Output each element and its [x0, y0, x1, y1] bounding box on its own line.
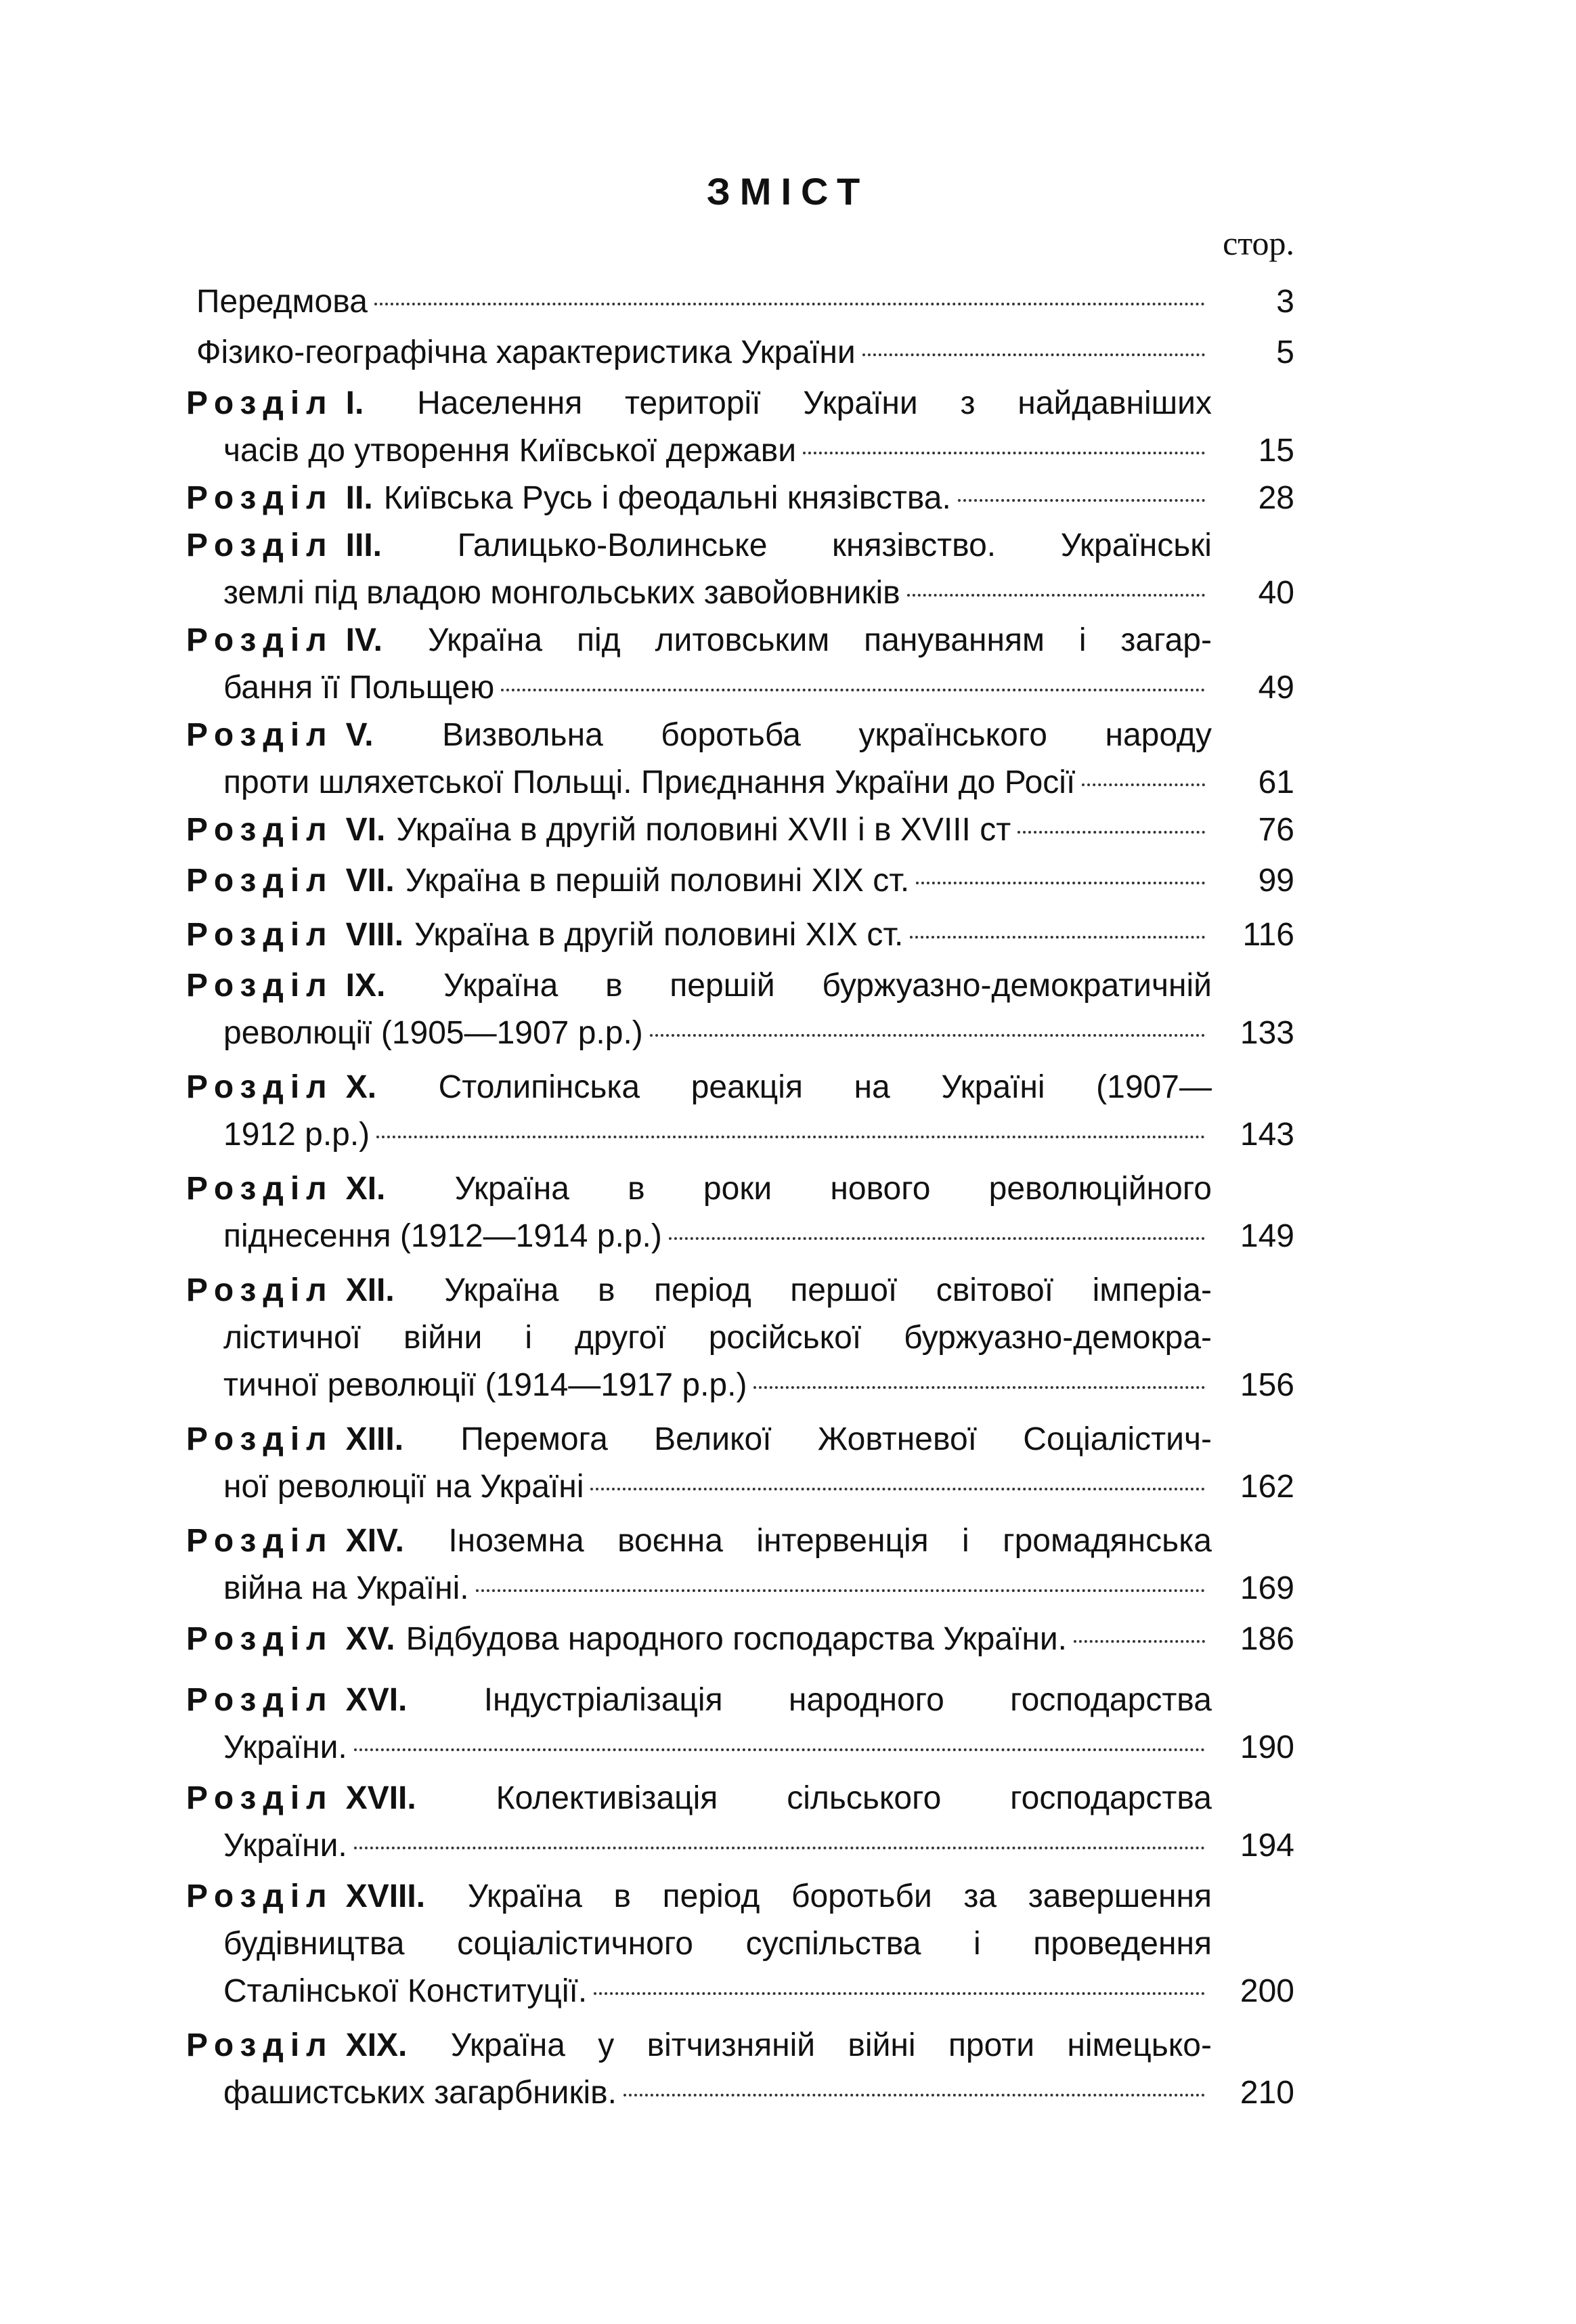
- chapter-number: XVIII.: [345, 1878, 426, 1914]
- entry-word: Україна: [427, 622, 543, 658]
- page-number: 61: [1258, 765, 1294, 800]
- toc-line: [223, 1822, 1212, 1870]
- chapter-heading: [186, 857, 406, 905]
- entry-word: Великої: [654, 1421, 772, 1457]
- chapter-heading: [186, 911, 414, 960]
- page-number: 99: [1258, 863, 1294, 899]
- entry-word: Жовтневої: [817, 1421, 977, 1457]
- chapter-number: V.: [345, 717, 374, 753]
- dot-leader: [669, 1237, 1205, 1240]
- chapter-heading: [186, 1063, 387, 1112]
- chapter-number: XII.: [345, 1272, 395, 1308]
- entry-word: князівство.: [832, 528, 997, 563]
- dot-leader: [958, 499, 1205, 502]
- chapter-heading: [186, 521, 393, 570]
- dot-leader: [907, 594, 1205, 597]
- entry-title: бання її Польщею: [223, 670, 495, 706]
- entry-word: і: [962, 1523, 969, 1559]
- entry-title: Сталінської Конституції.: [223, 1973, 588, 2009]
- dot-leader: [650, 1034, 1205, 1037]
- toc-line: [223, 1723, 1212, 1772]
- entry-title: ної революції на Україні: [223, 1469, 584, 1505]
- toc-line: [186, 616, 1212, 665]
- entry-title: часів до утворення Київської держави: [223, 433, 797, 469]
- entry-word: проти: [948, 2027, 1035, 2063]
- entry-word: другої: [575, 1320, 666, 1356]
- chapter-heading: [186, 616, 393, 665]
- entry-word: українського: [858, 717, 1047, 753]
- toc-line: [186, 1872, 1212, 1921]
- chapter-label: Розділ: [186, 1421, 334, 1457]
- chapter-number: VIII.: [345, 917, 404, 953]
- entry-word: Українські: [1060, 528, 1212, 563]
- entry-word: лістичної: [223, 1320, 362, 1356]
- entry-word: війни: [403, 1320, 483, 1356]
- dot-leader: [501, 689, 1205, 691]
- entry-word: і: [525, 1320, 533, 1356]
- entry-word: і: [973, 1926, 981, 1962]
- chapter-number: VI.: [345, 812, 386, 848]
- toc-line: [186, 911, 1212, 960]
- entry-word: Україна: [467, 1878, 582, 1914]
- chapter-number: XIX.: [345, 2027, 408, 2063]
- page-title: ЗМІСТ: [706, 170, 870, 213]
- entry-word: воєнна: [617, 1523, 723, 1559]
- entry-word: першої: [790, 1272, 898, 1308]
- dot-leader: [354, 1847, 1205, 1849]
- dot-leader: [803, 452, 1205, 454]
- dot-leader: [916, 882, 1205, 884]
- entry-word: вітчизняній: [647, 2027, 816, 2063]
- entry-word: Україна: [450, 2027, 565, 2063]
- chapter-heading: [186, 1774, 427, 1823]
- entry-word: Галицько-Волинське: [457, 528, 768, 563]
- chapter-label: Розділ: [186, 1878, 334, 1914]
- toc-line: [223, 2069, 1212, 2117]
- entry-word: період: [654, 1272, 751, 1308]
- page-number: 169: [1240, 1570, 1294, 1606]
- page-number: 76: [1258, 812, 1294, 848]
- entry-word: в: [628, 1171, 645, 1207]
- entry-word: з: [960, 385, 976, 421]
- chapter-heading: [186, 2021, 418, 2070]
- entry-word: Столипінська: [438, 1069, 640, 1105]
- entry-word: першій: [670, 968, 775, 1004]
- entry-word: соціалістичного: [457, 1926, 693, 1962]
- chapter-heading: [186, 379, 374, 428]
- entry-word: в: [613, 1878, 632, 1914]
- entry-title: Відбудова народного господарства України.: [406, 1621, 1067, 1657]
- page-number: 3: [1276, 284, 1294, 320]
- toc-line: [186, 379, 1212, 428]
- page-number: 156: [1240, 1367, 1294, 1403]
- chapter-heading: [186, 1266, 406, 1315]
- toc-line: [223, 664, 1212, 712]
- entry-word: території: [625, 385, 761, 421]
- page-number: 200: [1240, 1973, 1294, 2009]
- entry-word: в: [605, 968, 623, 1004]
- entry-word: литовським: [655, 622, 830, 658]
- chapter-label: Розділ: [186, 1780, 334, 1816]
- dot-leader: [910, 936, 1205, 939]
- page-number: 28: [1258, 480, 1294, 516]
- entry-word: (1907—: [1096, 1069, 1212, 1105]
- toc-line: [186, 1415, 1212, 1464]
- entry-title: 1912 р.р.): [223, 1117, 370, 1153]
- toc-line: [186, 1517, 1212, 1566]
- toc-line: [196, 328, 1212, 377]
- dot-leader: [376, 1136, 1205, 1138]
- entry-title: Київська Русь і феодальні князівства.: [383, 480, 951, 516]
- entry-word: господарства: [1010, 1682, 1212, 1718]
- chapter-label: Розділ: [186, 1682, 334, 1718]
- dot-leader: [374, 303, 1205, 305]
- chapter-number: II.: [345, 480, 373, 516]
- toc-line: [186, 1063, 1212, 1112]
- chapter-label: Розділ: [186, 1523, 334, 1559]
- toc-line: [186, 1676, 1212, 1725]
- dot-leader: [590, 1488, 1205, 1490]
- entry-word: Індустріалізація: [483, 1682, 723, 1718]
- toc-line: [186, 1774, 1212, 1823]
- dot-leader: [1074, 1640, 1205, 1643]
- page-number: 15: [1258, 433, 1294, 469]
- toc-line: [186, 806, 1212, 855]
- page-number: 5: [1276, 335, 1294, 370]
- chapter-number: XV.: [345, 1621, 395, 1657]
- entry-title: фашистських загарбників.: [223, 2075, 617, 2111]
- page-number: 116: [1242, 917, 1294, 953]
- page-number: 190: [1240, 1729, 1294, 1765]
- entry-word: світової: [936, 1272, 1054, 1308]
- chapter-number: XIV.: [345, 1523, 404, 1559]
- entry-word: буржуазно-демократичній: [822, 968, 1212, 1004]
- entry-word: завершення: [1028, 1878, 1212, 1914]
- entry-word: загар-: [1120, 622, 1212, 658]
- entry-word: Визвольна: [442, 717, 603, 753]
- entry-word: Україна: [443, 968, 559, 1004]
- chapter-label: Розділ: [186, 1069, 334, 1105]
- entry-title: України.: [223, 1828, 347, 1864]
- chapter-label: Розділ: [186, 1171, 334, 1207]
- chapter-number: XIII.: [345, 1421, 404, 1457]
- chapter-number: IX.: [345, 968, 386, 1004]
- toc-line: [186, 1266, 1212, 1315]
- entry-title: Фізико-географічна характеристика України: [196, 335, 856, 370]
- dot-leader: [862, 353, 1205, 356]
- entry-word: проведення: [1033, 1926, 1212, 1962]
- entry-title: Україна в другій половині XVII і в XVIII ст: [396, 812, 1011, 848]
- page-number: 186: [1240, 1621, 1294, 1657]
- toc-line: [223, 1314, 1212, 1362]
- dot-leader: [1082, 783, 1205, 786]
- toc-line: [186, 521, 1212, 570]
- page-number: 49: [1258, 670, 1294, 706]
- entry-word: інтервенція: [756, 1523, 929, 1559]
- entry-word: і: [1078, 622, 1087, 658]
- entry-word: період: [662, 1878, 760, 1914]
- toc-line: [196, 278, 1212, 326]
- entry-word: будівництва: [223, 1926, 405, 1962]
- entry-word: буржуазно-демокра-: [904, 1320, 1212, 1356]
- entry-word: боротьба: [661, 717, 801, 753]
- entry-word: роки: [703, 1171, 772, 1207]
- chapter-label: Розділ: [186, 917, 334, 953]
- entry-title: тичної революції (1914—1917 р.р.): [223, 1367, 747, 1403]
- entry-word: війні: [848, 2027, 916, 2063]
- entry-word: сільського: [787, 1780, 942, 1816]
- entry-word: імперіа-: [1092, 1272, 1212, 1308]
- page-number: 210: [1240, 2075, 1294, 2111]
- entry-title: землі під владою монгольських завойовників: [223, 575, 900, 611]
- entry-word: нового: [830, 1171, 931, 1207]
- entry-word: німецько-: [1067, 2027, 1212, 2063]
- toc-line: [186, 1615, 1212, 1664]
- chapter-label: Розділ: [186, 1621, 334, 1657]
- page-number: 40: [1258, 575, 1294, 611]
- chapter-label: Розділ: [186, 717, 334, 753]
- chapter-label: Розділ: [186, 480, 334, 516]
- chapter-label: Розділ: [186, 812, 334, 848]
- chapter-number: VII.: [345, 863, 395, 899]
- entry-word: Україна: [454, 1171, 569, 1207]
- dot-leader: [1017, 831, 1205, 834]
- chapter-label: Розділ: [186, 968, 334, 1004]
- toc-line: [223, 1463, 1212, 1511]
- entry-word: Україна: [444, 1272, 559, 1308]
- entry-title: Україна в першій половині XIX ст.: [405, 863, 910, 899]
- chapter-heading: [186, 1165, 396, 1213]
- entry-title: Передмова: [196, 284, 368, 320]
- dot-leader: [594, 1992, 1205, 1995]
- toc-line: [186, 2021, 1212, 2070]
- chapter-label: Розділ: [186, 385, 334, 421]
- entry-word: народного: [788, 1682, 944, 1718]
- entry-word: Населення: [417, 385, 583, 421]
- toc-line: [223, 1967, 1212, 2016]
- entry-word: господарства: [1010, 1780, 1212, 1816]
- entry-word: Україні: [941, 1069, 1045, 1105]
- chapter-heading: [186, 1415, 414, 1464]
- page-number: 194: [1240, 1828, 1294, 1864]
- entry-word: під: [576, 622, 621, 658]
- entry-title: піднесення (1912—1914 р.р.): [223, 1218, 662, 1254]
- toc-line: [186, 1165, 1212, 1213]
- chapter-heading: [186, 1676, 418, 1725]
- page-number: 133: [1240, 1015, 1294, 1051]
- chapter-heading: [186, 962, 396, 1010]
- toc-line: [223, 427, 1212, 475]
- chapter-heading: [186, 474, 384, 523]
- chapter-number: X.: [345, 1069, 377, 1105]
- chapter-number: XI.: [345, 1171, 386, 1207]
- entry-word: революційного: [988, 1171, 1212, 1207]
- entry-word: Колективізація: [496, 1780, 718, 1816]
- entry-word: Іноземна: [448, 1523, 584, 1559]
- entry-word: народу: [1105, 717, 1212, 753]
- entry-word: Перемога: [460, 1421, 608, 1457]
- page-number: 149: [1240, 1218, 1294, 1254]
- chapter-label: Розділ: [186, 2027, 334, 2063]
- toc-line: [223, 1564, 1212, 1613]
- entry-word: у: [598, 2027, 615, 2063]
- toc-line: [186, 474, 1212, 523]
- chapter-heading: [186, 1615, 406, 1664]
- entry-title: війна на Україні.: [223, 1570, 469, 1606]
- entry-word: найдавніших: [1017, 385, 1212, 421]
- toc-line: [186, 857, 1212, 905]
- entry-word: пануванням: [864, 622, 1045, 658]
- entry-title: Україна в другій половині XIX ст.: [414, 917, 904, 953]
- toc-line: [223, 1920, 1212, 1968]
- toc-line: [186, 962, 1212, 1010]
- chapter-number: I.: [345, 385, 364, 421]
- chapter-label: Розділ: [186, 622, 334, 658]
- chapter-number: XVI.: [345, 1682, 408, 1718]
- chapter-number: III.: [345, 528, 382, 563]
- toc-line: [223, 1009, 1212, 1058]
- chapter-number: IV.: [345, 622, 382, 658]
- dot-leader: [354, 1748, 1205, 1751]
- chapter-heading: [186, 806, 396, 855]
- chapter-heading: [186, 711, 385, 760]
- toc-line: [223, 1212, 1212, 1261]
- toc-line: [186, 711, 1212, 760]
- entry-word: російської: [708, 1320, 862, 1356]
- entry-title: революції (1905—1907 р.р.): [223, 1015, 643, 1051]
- entry-word: суспільства: [745, 1926, 921, 1962]
- entry-word: за: [963, 1878, 997, 1914]
- entry-word: громадянська: [1003, 1523, 1212, 1559]
- entry-word: Соціалістич-: [1023, 1421, 1212, 1457]
- chapter-label: Розділ: [186, 528, 334, 563]
- toc-line: [223, 569, 1212, 618]
- chapter-label: Розділ: [186, 1272, 334, 1308]
- chapter-heading: [186, 1517, 415, 1566]
- entry-word: боротьби: [791, 1878, 932, 1914]
- entry-title: України.: [223, 1729, 347, 1765]
- entry-title: проти шляхетської Польщі. Приєднання України до Росії: [223, 765, 1076, 800]
- entry-word: на: [854, 1069, 890, 1105]
- dot-leader: [476, 1589, 1205, 1592]
- chapter-number: XVII.: [345, 1780, 416, 1816]
- dot-leader: [753, 1386, 1205, 1389]
- chapter-heading: [186, 1872, 436, 1921]
- toc-line: [223, 758, 1212, 807]
- entry-word: України: [803, 385, 918, 421]
- entry-word: реакція: [691, 1069, 803, 1105]
- entry-word: в: [598, 1272, 615, 1308]
- toc-line: [223, 1361, 1212, 1410]
- toc-line: [223, 1111, 1212, 1159]
- page-number: 162: [1240, 1469, 1294, 1505]
- dot-leader: [623, 2094, 1205, 2096]
- page-number: 143: [1240, 1117, 1294, 1153]
- chapter-label: Розділ: [186, 863, 334, 899]
- page-column-header: стор.: [1223, 224, 1294, 262]
